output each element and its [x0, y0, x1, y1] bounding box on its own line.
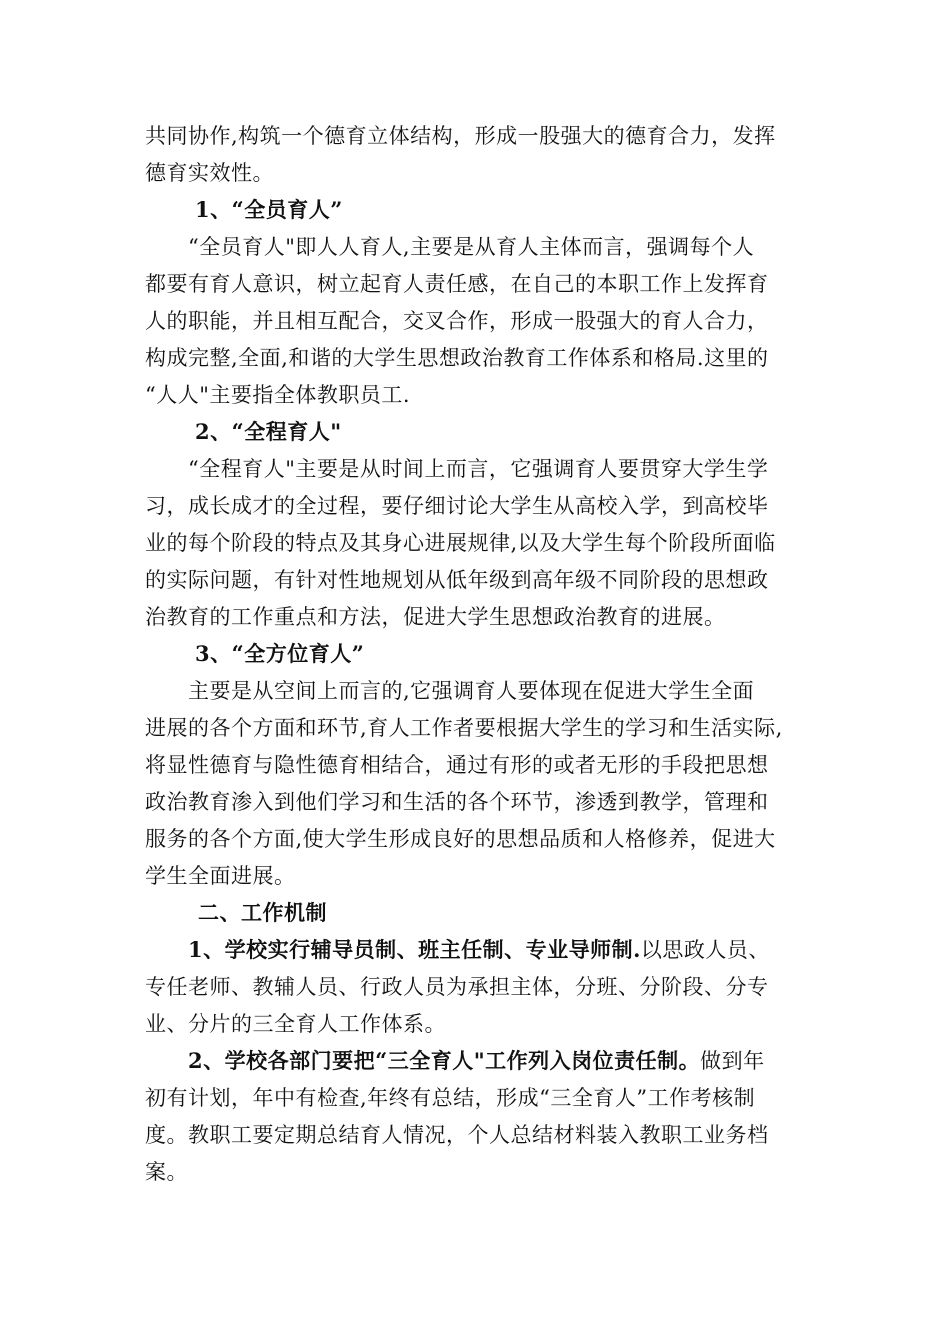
- paragraph-line: “人人"主要指全体教职员工.: [145, 383, 411, 407]
- paragraph-line: 业的每个阶段的特点及其身心进展规律,以及大学生每个阶段所面临: [145, 531, 776, 555]
- paragraph-line-mixed: [188, 1046, 765, 1076]
- paragraph-line-mixed: [188, 935, 770, 965]
- paragraph-line: 业、分片的三全育人工作体系。: [145, 1012, 446, 1036]
- paragraph-line: 专任老师、教辅人员、行政人员为承担主体，分班、分阶段、分专: [145, 975, 769, 999]
- section-heading: 二、工作机制: [198, 900, 327, 925]
- paragraph-line: 政治教育渗入到他们学习和生活的各个环节，渗透到教学，管理和: [145, 790, 769, 814]
- paragraph-line: 将显性德育与隐性德育相结合，通过有形的或者无形的手段把思想: [145, 753, 769, 777]
- paragraph-line: 进展的各个方面和环节,育人工作者要根据大学生的学习和生活实际,: [145, 716, 783, 740]
- paragraph-line: 构成完整,全面,和谐的大学生思想政治教育工作体系和格局.这里的: [145, 346, 769, 370]
- paragraph-normal-tail: 做到年: [700, 1049, 765, 1073]
- paragraph-line: 主要是从空间上而言的,它强调育人要体现在促进大学生全面: [188, 679, 755, 703]
- paragraph-bold-lead: 2、学校各部门要把“三全育人"工作列入岗位责任制。: [188, 1048, 701, 1073]
- paragraph-line: 都要有育人意识，树立起育人责任感，在自己的本职工作上发挥育: [145, 272, 769, 296]
- paragraph-bold-lead: 1、学校实行辅导员制、班主任制、专业导师制.: [188, 937, 641, 962]
- section-heading: 3、“全方位育人”: [195, 641, 365, 666]
- paragraph-line: 学生全面进展。: [145, 864, 296, 888]
- paragraph-line: “全程育人"主要是从时间上而言，它强调育人要贯穿大学生学: [188, 457, 769, 481]
- paragraph-line: 治教育的工作重点和方法，促进大学生思想政治教育的进展。: [145, 605, 726, 629]
- paragraph-line: 服务的各个方面,使大学生形成良好的思想品质和人格修养，促进大: [145, 827, 776, 851]
- paragraph-line: 共同协作,构筑一个德育立体结构，形成一股强大的德育合力，发挥: [145, 124, 776, 148]
- paragraph-line: 人的职能，并且相互配合，交叉合作，形成一股强大的育人合力，: [145, 309, 769, 333]
- paragraph-line: 案。: [145, 1160, 188, 1184]
- section-heading: 2、“全程育人": [195, 419, 342, 444]
- paragraph-line: 的实际问题，有针对性地规划从低年级到高年级不同阶段的思想政: [145, 568, 769, 592]
- paragraph-line: 度。教职工要定期总结育人情况，个人总结材料装入教职工业务档: [145, 1123, 769, 1147]
- paragraph-line: 德育实效性。: [145, 161, 274, 185]
- paragraph-line: “全员育人"即人人育人,主要是从育人主体而言，强调每个人: [188, 235, 755, 259]
- paragraph-normal-tail: 以思政人员、: [640, 938, 770, 962]
- section-heading: 1、“全员育人”: [195, 197, 343, 222]
- paragraph-line: 习，成长成才的全过程，要仔细讨论大学生从高校入学，到高校毕: [145, 494, 769, 518]
- paragraph-line: 初有计划，年中有检查,年终有总结，形成“三全育人”工作考核制: [145, 1086, 756, 1110]
